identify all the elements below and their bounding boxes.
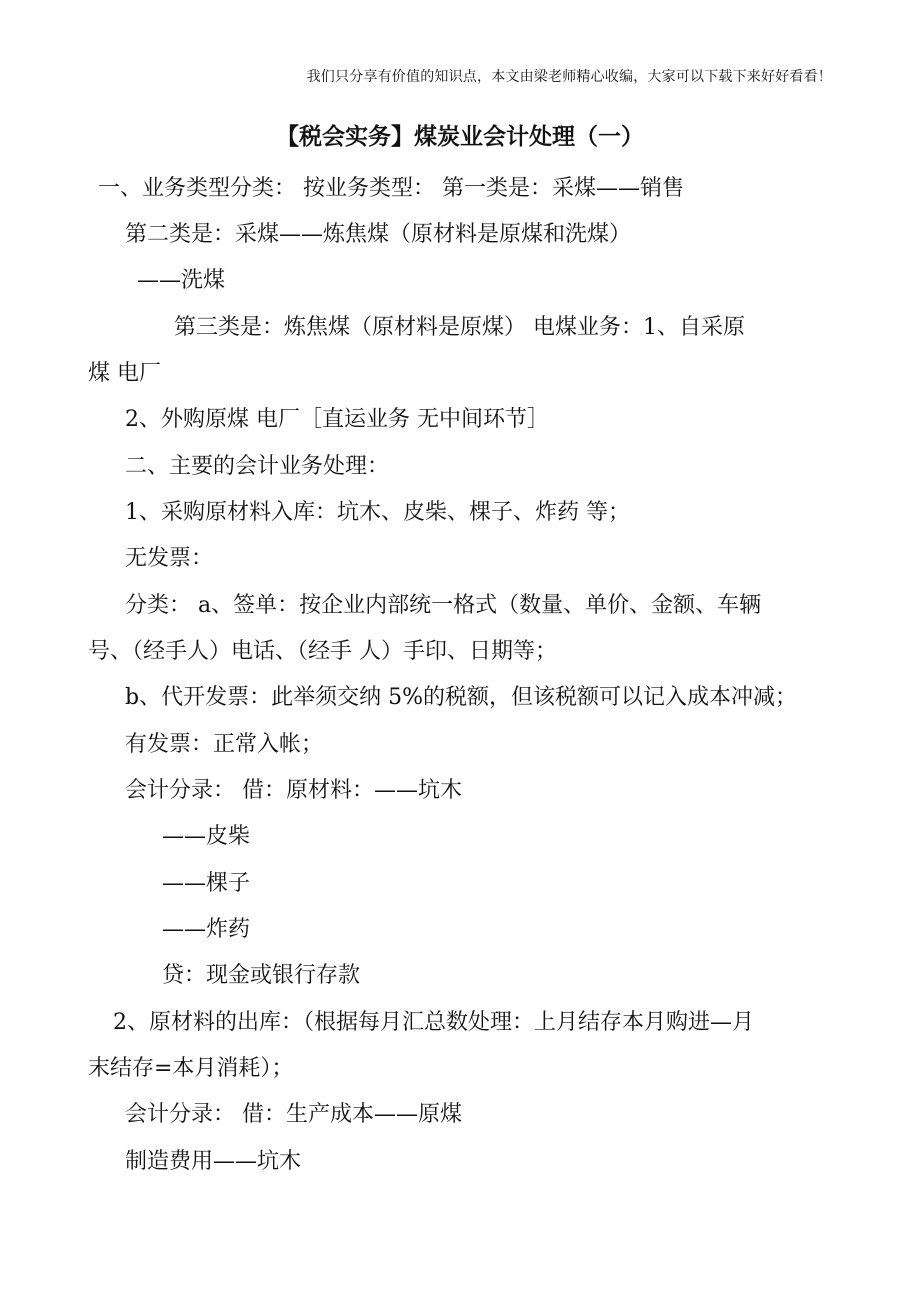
paragraph-line: 第二类是：采煤——炼焦煤（原材料是原煤和洗煤） bbox=[125, 222, 632, 247]
document-title: 【税会实务】煤炭业会计处理（一） bbox=[276, 124, 644, 150]
paragraph-line: 分类： a、签单：按企业内部统一格式（数量、单价、金额、车辆 bbox=[125, 593, 762, 618]
paragraph-line: 1、采购原材料入库：坑木、皮柴、棵子、炸药 等； bbox=[125, 500, 630, 525]
journal-entry-line: 贷：现金或银行存款 bbox=[162, 963, 361, 988]
paragraph-line: 2、外购原煤 电厂［直运业务 无中间环节］ bbox=[125, 407, 549, 432]
paragraph-line: 末结存=本月消耗）； bbox=[88, 1056, 294, 1081]
paragraph-line: ——洗煤 bbox=[137, 268, 226, 293]
journal-entry-line: ——皮柴 bbox=[162, 824, 251, 849]
paragraph-line: 无发票： bbox=[125, 546, 214, 571]
section-heading: 二、主要的会计业务处理： bbox=[125, 454, 390, 479]
paragraph-line: 第三类是：炼焦煤（原材料是原煤） 电煤业务：1、自采原 bbox=[174, 315, 745, 340]
paragraph-line: 一、业务类型分类： 按业务类型： 第一类是：采煤——销售 bbox=[98, 176, 684, 201]
paragraph-line: 有发票：正常入帐； bbox=[125, 732, 324, 757]
header-note: 我们只分享有价值的知识点，本文由梁老师精心收编，大家可以下载下来好好看看！ bbox=[306, 69, 832, 85]
journal-entry: 会计分录： 借：生产成本——原煤 bbox=[125, 1102, 462, 1127]
journal-entry-line: 制造费用——坑木 bbox=[125, 1149, 302, 1174]
paragraph-line: 号、（经手人）电话、（经手 人）手印、日期等； bbox=[88, 639, 557, 664]
journal-entry-line: ——炸药 bbox=[162, 917, 251, 942]
paragraph-line: 2、原材料的出库：（根据每月汇总数处理：上月结存本月购进—月 bbox=[113, 1010, 754, 1035]
paragraph-line: 煤 电厂 bbox=[88, 361, 161, 386]
journal-entry-line: ——棵子 bbox=[162, 871, 251, 896]
paragraph-line: b、代开发票：此举须交纳 5%的税额，但该税额可以记入成本冲减； bbox=[125, 685, 797, 710]
journal-entry: 会计分录： 借：原材料：——坑木 bbox=[125, 778, 462, 803]
